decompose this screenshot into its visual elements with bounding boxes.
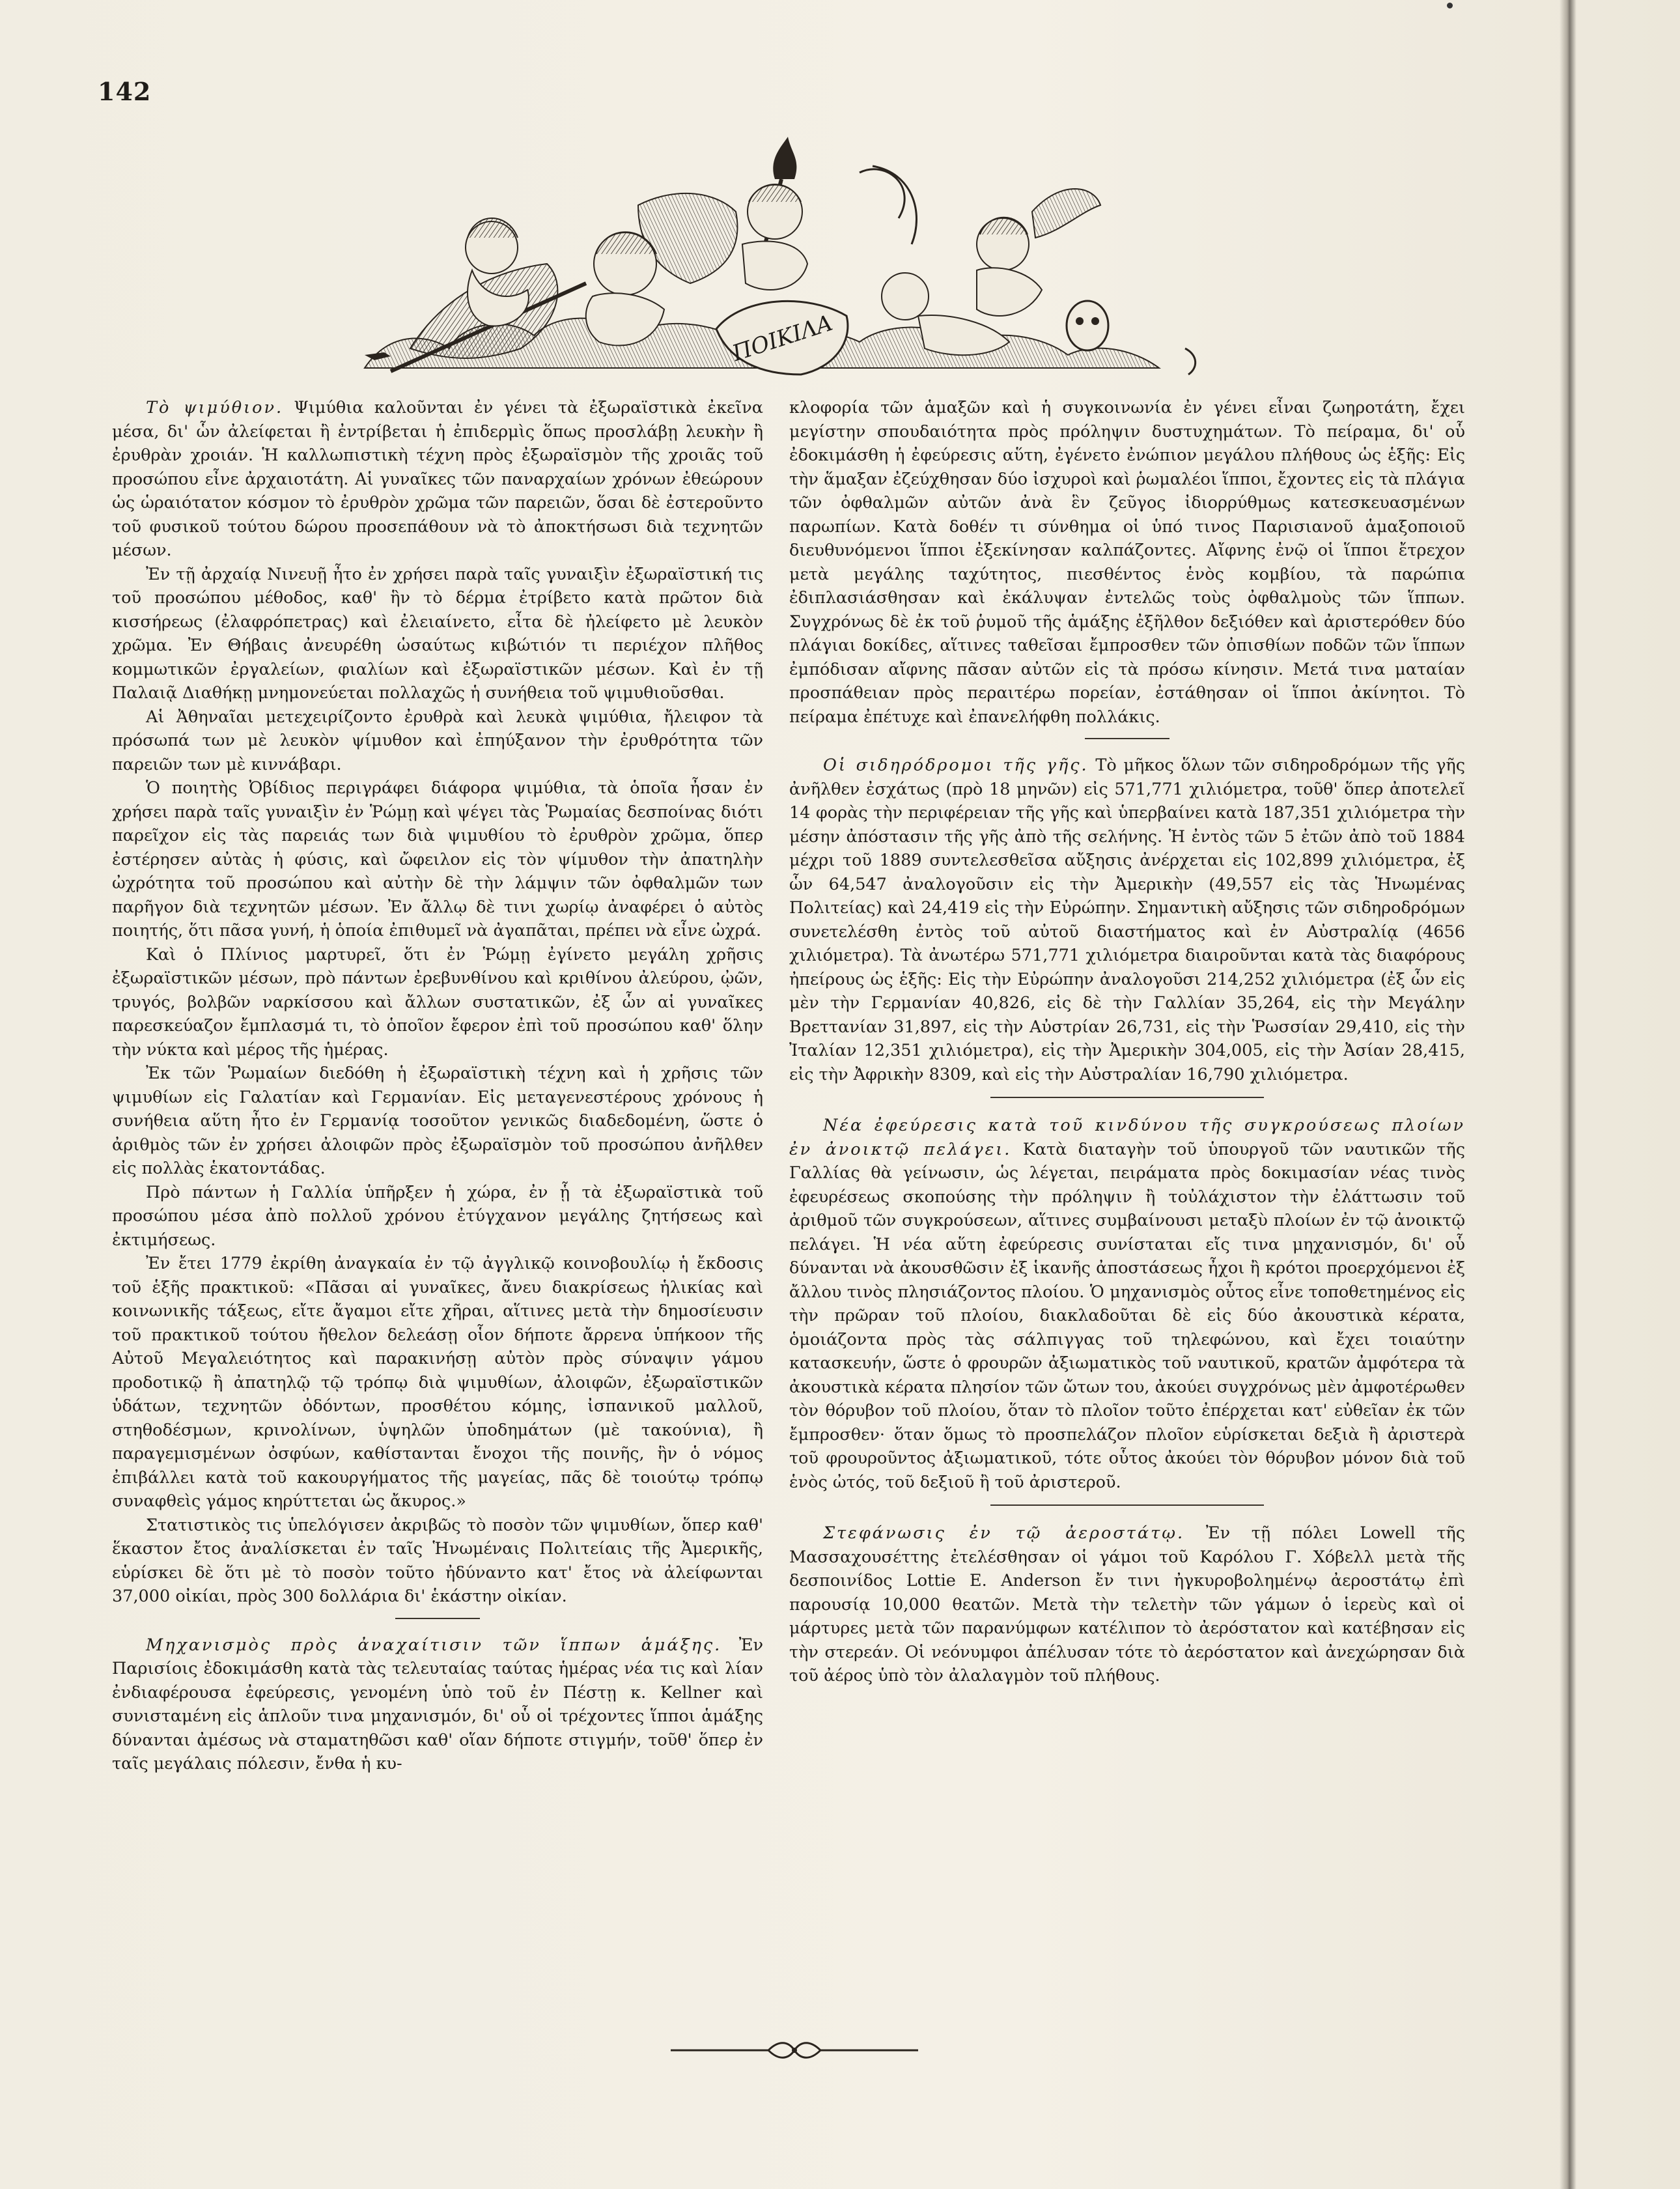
left-column bbox=[112, 396, 763, 1776]
article-heading: Τὸ ψιμύθιον. bbox=[146, 398, 284, 417]
article-paragraph: Νέα ἐφεύρεσις κατὰ τοῦ κινδύνου τῆς συγκρούσεως πλοίων ἐν ἀνοικτῷ πελάγει. Κατὰ διαταγὴν τοῦ ὑπουργοῦ τῶν ναυτικῶν τῆς Γαλλίας θὰ γείνωσιν, ὡς λέγεται, πειράματα πρὸς δοκιμασίαν νέας τινὸς ἐφευρέσεως σκοπούσης τὴν πρόληψιν ἢ τοὐλάχιστον τὴν ἐλάττωσιν τοῦ ἀριθμοῦ τῶν συγκρούσεων, αἵτινες συμβαίνουσι μεταξὺ πλοίων ἐν τῷ ἀνοικτῷ πελάγει. Ἡ νέα αὕτη ἐφεύρεσις συνίσταται εἴς τινα μηχανισμόν, δι' οὗ δύνανται νὰ ἀκουσθῶσιν ἐξ ἱκανῆς ἀποστάσεως ἦχοι ἢ κρότοι προερχόμενοι ἐξ ἄλλου τινὸς πλησιάζοντος πλοίου. Ὁ μηχανισμὸς οὗτος εἶνε τοποθετημένος εἰς τὴν πρῶραν τοῦ πλοίου, διακλαδοῦται δὲ εἰς δύο ἀκουστικὰ κέρατα, ὁμοιάζοντα πρὸς τὰς σάλπιγγας τοῦ τηλεφώνου, καὶ ἔχει τοιαύτην κατασκευήν, ὥστε ὁ φρουρῶν ἀξιωματικὸς τοῦ ναυτικοῦ, κρατῶν ἀμφότερα τὰ ἀκουστικὰ κέρατα πλησίον τῶν ὤτων του, ἀκούει συγχρόνως μὲν ἀμφοτέρωθεν τὸν θόρυβον τοῦ πλοίου, ὅταν τὸ πλοῖον τοῦτο ἐπέρχεται κατ' εὐθεῖαν ἐκ τῶν ἔμπροσθεν· ὅταν ὅμως τὸ προσπελάζον πλοῖον εὑρίσκεται δεξιὰ ἢ ἀριστερὰ τοῦ φρουροῦντος ἀξιωματικοῦ, τότε οὗτος ἀκούει τὸν θόρυβον μόνον διὰ τοῦ ἑνὸς ὠτός, τοῦ δεξιοῦ ἢ τοῦ ἀριστεροῦ. bbox=[789, 1116, 1465, 1492]
banner-text: ΠΟΙΚΙΛΑ bbox=[729, 309, 836, 367]
article-paragraph: Οἱ σιδηρόδρομοι τῆς γῆς. Τὸ μῆκος ὅλων τῶν σιδηροδρόμων τῆς γῆς ἀνῆλθεν ἐσχάτως (πρὸ 18 μηνῶν) εἰς 571,771 χιλιόμετρα, τοῦθ' ὅπερ ἀποτελεῖ 14 φορὰς τὴν περιφέρειαν τῆς γῆς καὶ ὑπερβαίνει κατὰ 187,351 χιλιόμετρα τὴν μέσην ἀπόστασιν τῆς γῆς ἀπὸ τῆς σελήνης. Ἡ ἐντὸς τῶν 5 ἐτῶν ἀπὸ τοῦ 1884 μέχρι τοῦ 1889 συντελεσθεῖσα αὔξησις ἀνέρχεται εἰς 102,899 χιλιόμετρα, ἐξ ὧν 64,547 ἀναλογοῦσιν εἰς τὴν Ἀμερικὴν (49,557 εἰς τὰς Ἡνωμένας Πολιτείας) καὶ 24,419 εἰς τὴν Εὐρώπην. Σημαντικὴ αὔξησις τῶν σιδηροδρόμων συνετελέσθη ἐντὸς τοῦ αὐτοῦ διαστήματος καὶ ἐν Αὐστραλίᾳ (4656 χιλιόμετρα). Τὰ ἀνωτέρω 571,771 χιλιόμετρα διαιροῦνται κατὰ τὰς διαφόρους ἠπείρους ὡς ἑξῆς: Εἰς τὴν Εὐρώπην ἀναλογοῦσι 214,252 χιλιόμετρα (ἐξ ὧν εἰς μὲν τὴν Γερμανίαν 40,826, εἰς δὲ τὴν Γαλλίαν 35,264, εἰς τὴν Μεγάλην Βρεττανίαν 31,897, εἰς τὴν Αὐστρίαν 26,731, εἰς τὴν Ῥωσσίαν 29,410, εἰς τὴν Ἰταλίαν 12,351 χιλιόμετρα), εἰς τὴν Ἀμερικὴν 304,005, εἰς τὴν Ἀσίαν 28,415, εἰς τὴν Ἀφρικὴν 8309, καὶ εἰς τὴν Αὐστραλίαν 16,790 χιλιόμετρα. bbox=[789, 756, 1465, 1084]
banner-scroll bbox=[716, 301, 848, 374]
article-paragraph: Ἐν τῇ ἀρχαίᾳ Νινευῇ ἦτο ἐν χρήσει παρὰ ταῖς γυναιξὶν ἐξωραϊστική τις τοῦ προσώπου μέθοδος, καθ' ἣν τὸ δέρμα ἐτρίβετο κατὰ πρῶτον διὰ κισσήρεως (ἐλαφρόπετρας) καὶ ἐλειαίνετο, εἶτα δὲ ἠλείφετο μὲ λευκὸν χρῶμα. Ἐν Θήβαις ἀνευρέθη ὡσαύτως κιβώτιόν τι περιέχον πλῆθος κομμωτικῶν ἐργαλείων, φιαλίων καὶ ἐξωραϊστικῶν μέσων. Καὶ ἐν τῇ Παλαιᾷ Διαθήκῃ μνημονεύεται πολλαχῶς ἡ συνήθεια τοῦ ψιμυθιοῦσθαι. bbox=[112, 564, 763, 703]
article-paragraph: Ἐκ τῶν Ῥωμαίων διεδόθη ἡ ἐξωραϊστικὴ τέχνη καὶ ἡ χρῆσις τῶν ψιμυθίων εἰς Γαλατίαν καὶ Γερμανίαν. Εἰς μεταγενεστέρους χρόνους ἡ συνήθεια αὕτη ἦτο ἐν Γερμανίᾳ τοσοῦτον γενικῶς διαδεδομένη, ὥστε ὁ ἀριθμὸς τῶν ἐν χρήσει ἀλοιφῶν πρὸς ἐξωραϊσμὸν τοῦ προσώπου ἀνῆλθεν εἰς πολλὰς ἑκατοντάδας. bbox=[112, 1064, 763, 1178]
article-paragraph: Στατιστικὸς τις ὑπελόγισεν ἀκριβῶς τὸ ποσὸν τῶν ψιμυθίων, ὅπερ καθ' ἕκαστον ἔτος ἀναλίσκεται ἐν ταῖς Ἡνωμέναις Πολιτείαις τῆς Ἀμερικῆς, εὑρίσκει δὲ ὅτι μὲ τὸ ποσὸν τοῦτο ἠδύναντο κατ' ἔτος νὰ ἀλείφωνται 37,000 οἰκίαι, πρὸς 300 δολλάρια δι' ἑκάστην οἰκίαν. bbox=[112, 1515, 763, 1606]
section-divider bbox=[1085, 738, 1169, 739]
article-paragraph: Αἱ Ἀθηναῖαι μετεχειρίζοντο ἐρυθρὰ καὶ λευκὰ ψιμύθια, ἤλειφον τὰ πρόσωπά των μὲ λευκὸν ψίμυθον καὶ ἐπηύξανον τὴν ἐρυθρότητα τῶν παρειῶν των μὲ κιννάβαρι. bbox=[112, 707, 763, 774]
article-heading: Μηχανισμὸς πρὸς ἀναχαίτισιν τῶν ἵππων ἁμάξης. bbox=[146, 1635, 722, 1655]
article-paragraph: Πρὸ πάντων ἡ Γαλλία ὑπῆρξεν ἡ χώρα, ἐν ᾗ τὰ ἐξωραϊστικὰ τοῦ προσώπου μέσα ἀπὸ πολλοῦ χρόνου ἐτύγχανον μεγάλης ζητήσεως καὶ ἐκτιμήσεως. bbox=[112, 1182, 763, 1250]
page-number: 142 bbox=[98, 77, 152, 106]
ink-speck bbox=[1447, 3, 1453, 8]
article-paragraph: Καὶ ὁ Πλίνιος μαρτυρεῖ, ὅτι ἐν Ῥώμῃ ἐγίνετο μεγάλη χρῆσις ἐξωραϊστικῶν μέσων, πρὸ πάντων ἐρεβυνθίνου καὶ κριθίνου ἀλεύρου, ᾠῶν, τρυγός, βολβῶν ναρκίσσου καὶ ἄλλων συστατικῶν, ἐξ ὧν αἱ γυναῖκες παρεσκεύαζον ἔμπλασμά τι, τὸ ὁποῖον ἔφερον ἐπὶ τοῦ προσώπου καθ' ὅλην τὴν νύκτα καὶ μέρος τῆς ἡμέρας. bbox=[112, 944, 763, 1060]
article-heading: Νέα ἐφεύρεσις κατὰ τοῦ κινδύνου τῆς συγκρούσεως πλοίων ἐν ἀνοικτῷ πελάγει. bbox=[789, 1116, 1465, 1159]
section-divider bbox=[990, 1504, 1264, 1506]
article-paragraph: Στεφάνωσις ἐν τῷ ἀεροστάτῳ. Ἐν τῇ πόλει Lowell τῆς Μασσαχουσέττης ἐτελέσθησαν οἱ γάμοι τοῦ Καρόλου Γ. Χόβελλ μετὰ τῆς δεσποινίδος Lottie E. Anderson ἔν τινι ἠγκυροβολημένῳ ἀεροστάτῳ ἐπὶ παρουσίᾳ 10,000 θεατῶν. Μετὰ τὴν τελετὴν τῶν γάμων ὁ ἱερεὺς καὶ οἱ μάρτυρες μετὰ τῶν παρανύμφων κατέλιπον τὸ ἀερόστατον καὶ κατέβησαν εἰς τὴν στερεάν. Οἱ νεόνυμφοι ἀπέλυσαν τότε τὸ ἀερόστατον καὶ ἀνεχώρησαν διὰ τοῦ ἀέρος ὑπὸ τὸν ἀλαλαγμὸν τοῦ πλήθους. bbox=[789, 1523, 1465, 1686]
right-column bbox=[789, 396, 1465, 1688]
end-ornament bbox=[671, 2037, 918, 2063]
article-paragraph: Τὸ ψιμύθιον. Ψιμύθια καλοῦνται ἐν γένει τὰ ἐξωραϊστικὰ ἐκεῖνα μέσα, δι' ὧν ἀλείφεται ἢ ἐντρίβεται ἡ ἐπιδερμὶς ὅπως προσλάβῃ λευκὴν ἢ ἐρυθρὰν χροιάν. Ἡ καλλωπιστικὴ τέχνη πρὸς ἐξωραϊσμὸν τῆς χροιᾶς τοῦ προσώπου εἶνε ἀρχαιοτάτη. Αἱ γυναῖκες τῶν παναρχαίων χρόνων ἐθεώρουν ὡς ὡραιότατον κόσμον τὸ ἐρυθρὸν χρῶμα τῶν παρειῶν, ὅσαι δὲ ἐστεροῦντο τοῦ φυσικοῦ τούτου δώρου προσεπάθουν νὰ τὸ ἀποκτήσωσι διὰ τεχνητῶν μέσων. bbox=[112, 398, 763, 560]
article-heading: Στεφάνωσις ἐν τῷ ἀεροστάτῳ. bbox=[823, 1523, 1185, 1543]
article-paragraph: Μηχανισμὸς πρὸς ἀναχαίτισιν τῶν ἵππων ἁμάξης. Ἐν Παρισίοις ἐδοκιμάσθη κατὰ τὰς τελευταίας ταύτας ἡμέρας νέα τις καὶ λίαν ἐνδιαφέρουσα ἐφεύρεσις, γενομένη ὑπὸ τοῦ ἐν Πέστῃ κ. Kellner καὶ συνισταμένη εἰς ἁπλοῦν τινα μηχανισμόν, δι' οὗ οἱ τρέχοντες ἵπποι ἁμάξης δύνανται ἀμέσως νὰ σταματηθῶσι καθ' οἵαν δήποτε στιγμήν, τοῦθ' ὅπερ ἐν ταῖς μεγάλαις πόλεσιν, ἔνθα ἡ κυ- bbox=[112, 1635, 763, 1773]
article-paragraph: Ἐν ἔτει 1779 ἐκρίθη ἀναγκαία ἐν τῷ ἀγγλικῷ κοινοβουλίῳ ἡ ἔκδοσις τοῦ ἑξῆς πρακτικοῦ: «Πᾶσαι αἱ γυναῖκες, ἄνευ διακρίσεως ἡλικίας καὶ κοινωνικῆς τάξεως, εἴτε ἄγαμοι εἴτε χῆραι, αἵτινες μετὰ τὴν δημοσίευσιν τοῦ πρακτικοῦ τούτου ἤθελον δελεάσῃ οἷον δήποτε ἄρρενα ὑπήκοον τῆς Αὐτοῦ Μεγαλειότητος καὶ παρακινήσῃ αὐτὸν πρὸς σύναψιν γάμου προδοτικῷ ἢ ἀπατηλῷ τῷ τρόπῳ διὰ ψιμυθίων, ἀλοιφῶν, ἐξωραϊστικῶν ὑδάτων, τεχνητῶν ὀδόντων, προσθέτου κόμης, ἰσπανικοῦ μαλλοῦ, στηθοδέσμων, κρινολίνων, ὑψηλῶν ὑποδημάτων (μὲ τακούνια), ἢ παραγεμισμένων ὀσφύων, καθίστανται ἔνοχοι τῆς ποινῆς, ἣν ὁ νόμος ἐπιβάλλει κατὰ τοῦ κακουργήματος τῆς μαγείας, πᾶς δὲ τοιούτῳ τρόπῳ συναφθεὶς γάμος κηρύττεται ὡς ἄκυρος.» bbox=[112, 1254, 763, 1511]
article-heading: Οἱ σιδηρόδρομοι τῆς γῆς. bbox=[823, 756, 1089, 775]
section-divider bbox=[395, 1618, 480, 1619]
page-fold-shadow bbox=[1560, 0, 1576, 2189]
section-divider bbox=[990, 1097, 1264, 1098]
article-paragraph: κλοφορία τῶν ἁμαξῶν καὶ ἡ συγκοινωνία ἐν γένει εἶναι ζωηροτάτη, ἔχει μεγίστην σπουδαιότητα πρὸς πρόληψιν δυστυχημάτων. Τὸ πείραμα, δι' οὗ ἐδοκιμάσθη ἡ ἐφεύρεσις αὕτη, ἐγένετο ἐνώπιον μεγάλου πλήθους ὡς ἑξῆς: Εἰς τὴν ἅμαξαν ἐζεύχθησαν δύο ἰσχυροὶ καὶ ῥωμαλέοι ἵπποι, ἔχοντες εἰς τὰ πλάγια τῶν ὀφθαλμῶν αὐτῶν ἀνὰ ἓν ζεῦγος ἰδιορρύθμως κατεσκευασμένων παρωπίων. Κατὰ δοθέν τι σύνθημα οἱ ὑπό τινος Παρισιανοῦ ἁμαξοποιοῦ διευθυνόμενοι ἵπποι ἐξεκίνησαν καλπάζοντες. Αἴφνης ἐνῷ οἱ ἵπποι ἔτρεχον μετὰ μεγάλης ταχύτητος, πιεσθέντος ἑνὸς κομβίου, τὰ παρώπια ἐδιπλασιάσθησαν καὶ ἐκάλυψαν ἐντελῶς τοὺς ὀφθαλμοὺς τῶν ἵππων. Συγχρόνως δὲ ἐκ τοῦ ῥυμοῦ τῆς ἁμάξης ἐξῆλθον δεξιόθεν καὶ ἀριστερόθεν δύο πλάγιαι δοκίδες, αἵτινες ταθεῖσαι ἔμπροσθεν τῶν ὀπισθίων ποδῶν τῶν ἵππων ἐμπόδισαν αἴφνης πᾶσαν αὐτῶν εἰς τὰ πρόσω κίνησιν. Μετά τινα ματαίαν προσπάθειαν πρὸς περαιτέρω πορείαν, ἐστάθησαν οἱ ἵπποι ἀκίνητοι. Τὸ πείραμα ἐπέτυχε καὶ ἐπανελήφθη πολλάκις. bbox=[789, 398, 1465, 727]
article-paragraph: Ὁ ποιητὴς Ὀβίδιος περιγράφει διάφορα ψιμύθια, τὰ ὁποῖα ἦσαν ἐν χρήσει παρὰ ταῖς γυναιξὶν ἐν Ῥώμῃ καὶ ψέγει τὰς Ῥωμαίας δεσποίνας διότι παρεῖχον εἰς τὰς παρειάς των διὰ ψιμυθίου τὸ ἐρυθρὸν χρῶμα, ὅπερ ἐστέρησεν αὐτὰς ἡ φύσις, καὶ ὤφειλον εἰς τὸν ψίμυθον τὴν ἀπατηλὴν ὠχρότητα τοῦ προσώπου καὶ αὐτὴν δὲ τὴν λάμψιν τῶν ὀφθαλμῶν των παρῆγον διὰ τεχνητῶν μέσων. Ἐν ἄλλῳ δὲ τινι χωρίῳ ἀναφέρει ὁ αὐτὸς ποιητής, ὅτι πᾶσα γυνή, ἡ ὁποία ἐπιθυμεῖ νὰ ἀγαπᾶται, πρέπει νὰ εἶνε ὠχρά. bbox=[112, 778, 763, 940]
cherub-vignette-illustration bbox=[352, 134, 1205, 384]
